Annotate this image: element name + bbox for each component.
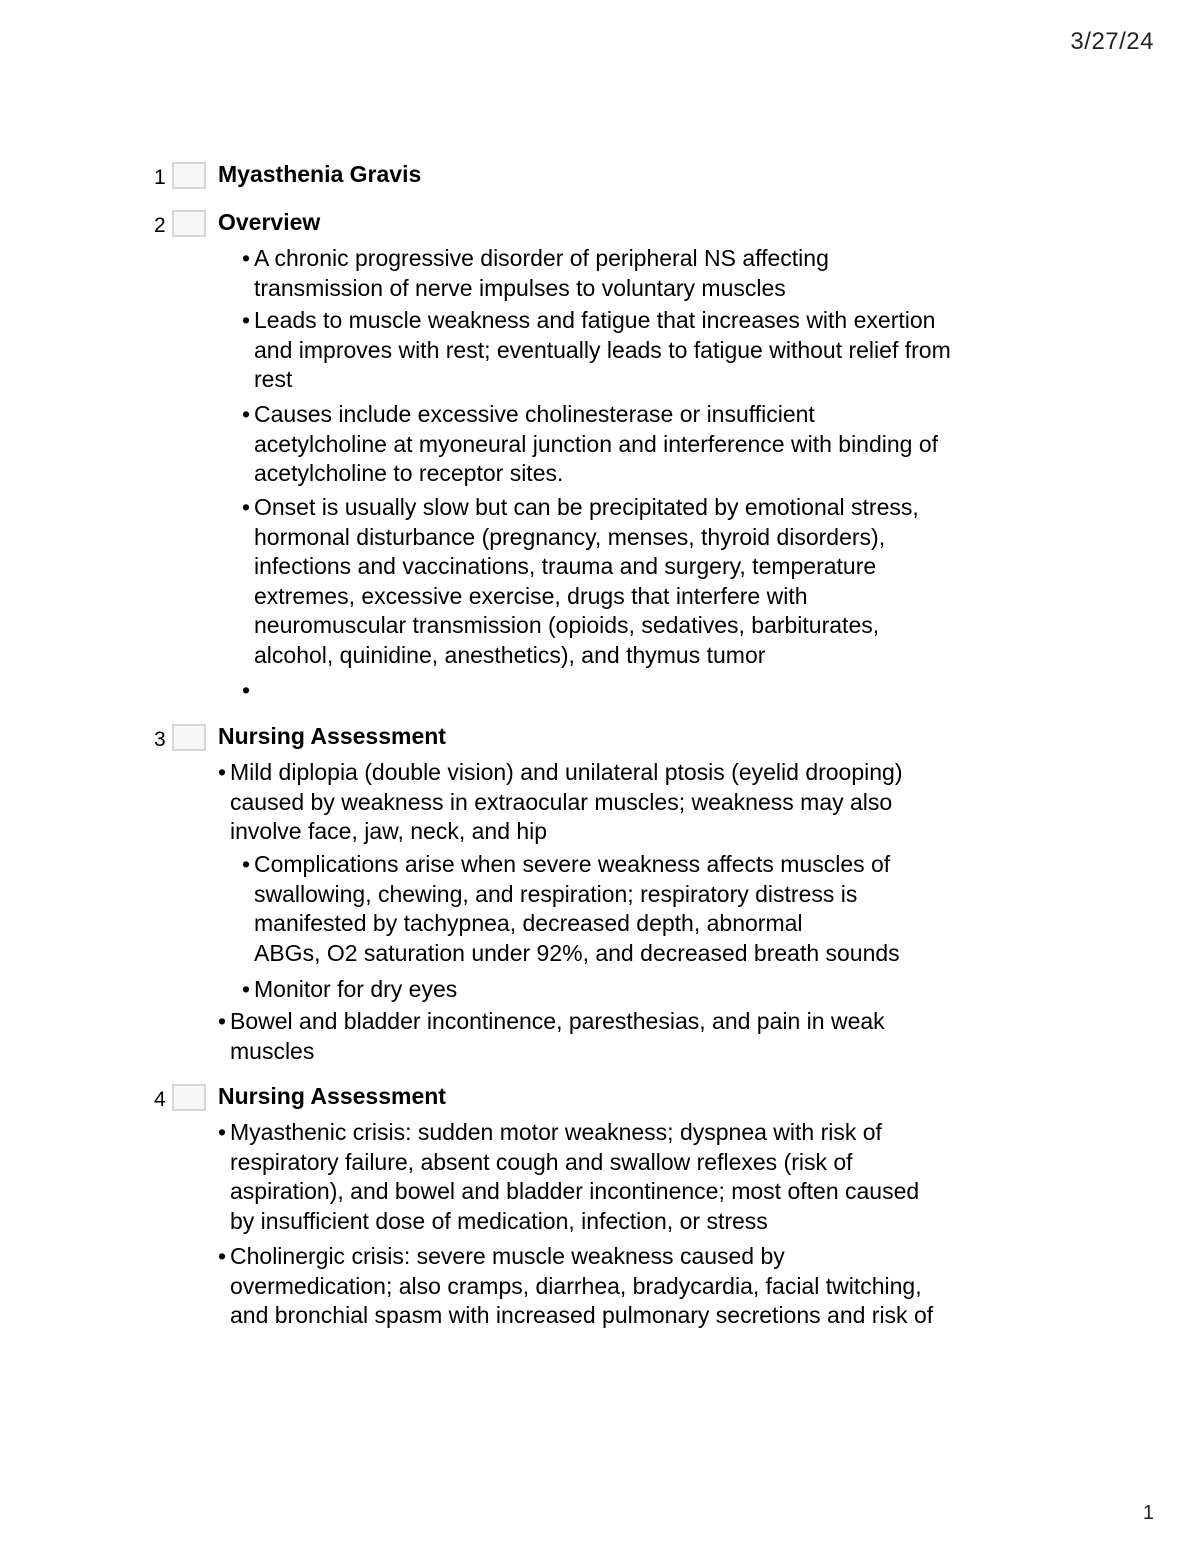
bullet-item [242,244,829,303]
text-line: Leads to muscle weakness and fatigue that increases with exertion [254,307,936,333]
bullet-text [242,850,900,968]
bullet-item [218,758,903,847]
bullet-item [242,400,938,489]
bullet-text [218,1118,919,1236]
text-line: hormonal disturbance (pregnancy, menses, thyroid disorders), [254,523,886,550]
text-line: Onset is usually slow but can be precipitated by emotional stress, [254,494,919,520]
text-line: infections and vaccinations, trauma and surgery, temperature [254,553,877,579]
text-line: rest [254,366,293,392]
text-line: Causes include excessive cholinesterase or insufficient [254,401,815,427]
bullet-item [218,1118,919,1236]
slide-number: 4 [154,1088,166,1111]
page-date: 3/27/24 [1070,28,1154,55]
text-line: transmission of nerve impulses to voluntary muscles [254,274,786,301]
bullet-dot: • [242,307,251,333]
bullet-dot: • [218,1008,227,1034]
text-line: respiratory failure, absent cough and swallow reflexes (risk of [230,1148,853,1175]
text-line: Complications arise when severe weakness affects muscles of [254,851,891,877]
text-line: Mild diplopia (double vision) and unilateral ptosis (eyelid drooping) [230,759,903,785]
slide-number: 3 [154,728,166,751]
text-line: aspiration), and bowel and bladder incontinence; most often caused [230,1178,920,1204]
text-line: Monitor for dry eyes [254,976,458,1002]
bullet-text [242,400,938,489]
text-line: overmedication; also cramps, diarrhea, bradycardia, facial twitching, [230,1272,922,1299]
slide-thumbnail[interactable] [172,1084,206,1111]
bullet-dot: • [242,851,251,877]
bullet-item [242,493,919,670]
bullet-dot: • [242,976,251,1002]
bullet-dot: • [218,1119,227,1145]
slide-title: Myasthenia Gravis [218,161,422,187]
bullet-dot: • [242,677,251,703]
bullet-item [218,1007,885,1066]
bullet-item [242,306,951,395]
text-line: involve face, jaw, neck, and hip [230,818,548,844]
bullet-dot: • [218,759,227,785]
slide-number: 2 [154,214,166,237]
text-line: acetylcholine to receptor sites. [254,460,564,486]
bullet-text [218,758,903,847]
bullet-dot: • [242,401,251,427]
text-line: acetylcholine at myoneural junction and interference with binding of [254,430,939,457]
text-line: extremes, excessive exercise, drugs that interfere with [254,582,808,609]
bullet-item [218,1242,933,1331]
slide-title: Nursing Assessment [218,723,446,749]
text-line: alcohol, quinidine, anesthetics), and thymus tumor [254,641,766,668]
bullet-item [242,975,457,1005]
bullet-item [242,850,900,968]
text-line: ABGs, O2 saturation under 92%, and decreased breath sounds [254,939,900,966]
bullet-text [242,493,919,670]
slide-number: 1 [154,166,166,189]
text-line: and bronchial spasm with increased pulmonary secretions and risk of [230,1302,934,1328]
bullet-dot: • [218,1243,227,1269]
text-line: and improves with rest; eventually leads to fatigue without relief from [254,336,951,363]
slide-thumbnail[interactable] [172,162,206,189]
slide-thumbnail[interactable] [172,724,206,751]
bullet-dot: • [242,245,251,271]
text-line: swallowing, chewing, and respiration; respiratory distress is [254,880,858,907]
bullet-text [242,975,457,1005]
slide-title: Nursing Assessment [218,1083,446,1109]
text-line: caused by weakness in extraocular muscles; weakness may also [230,788,893,815]
bullet-text [242,244,829,303]
bullet-text [242,306,951,395]
slide-thumbnail[interactable] [172,210,206,237]
bullet-text [218,1242,933,1331]
text-line: A chronic progressive disorder of peripheral NS affecting [254,245,829,271]
text-line: by insufficient dose of medication, infection, or stress [230,1207,768,1234]
text-line: manifested by tachypnea, decreased depth, abnormal [254,910,803,936]
bullet-text [218,1007,885,1066]
page-number: 1 [1142,1502,1154,1524]
bullet-dot: • [242,494,251,520]
text-line: Cholinergic crisis: severe muscle weakness caused by [230,1243,785,1269]
text-line: muscles [230,1037,315,1064]
text-line: neuromuscular transmission (opioids, sedatives, barbiturates, [254,612,880,638]
slide-title: Overview [218,209,321,235]
text-line: Myasthenic crisis: sudden motor weakness; dyspnea with risk of [230,1119,882,1145]
text-line: Bowel and bladder incontinence, paresthesias, and pain in weak [230,1008,885,1034]
